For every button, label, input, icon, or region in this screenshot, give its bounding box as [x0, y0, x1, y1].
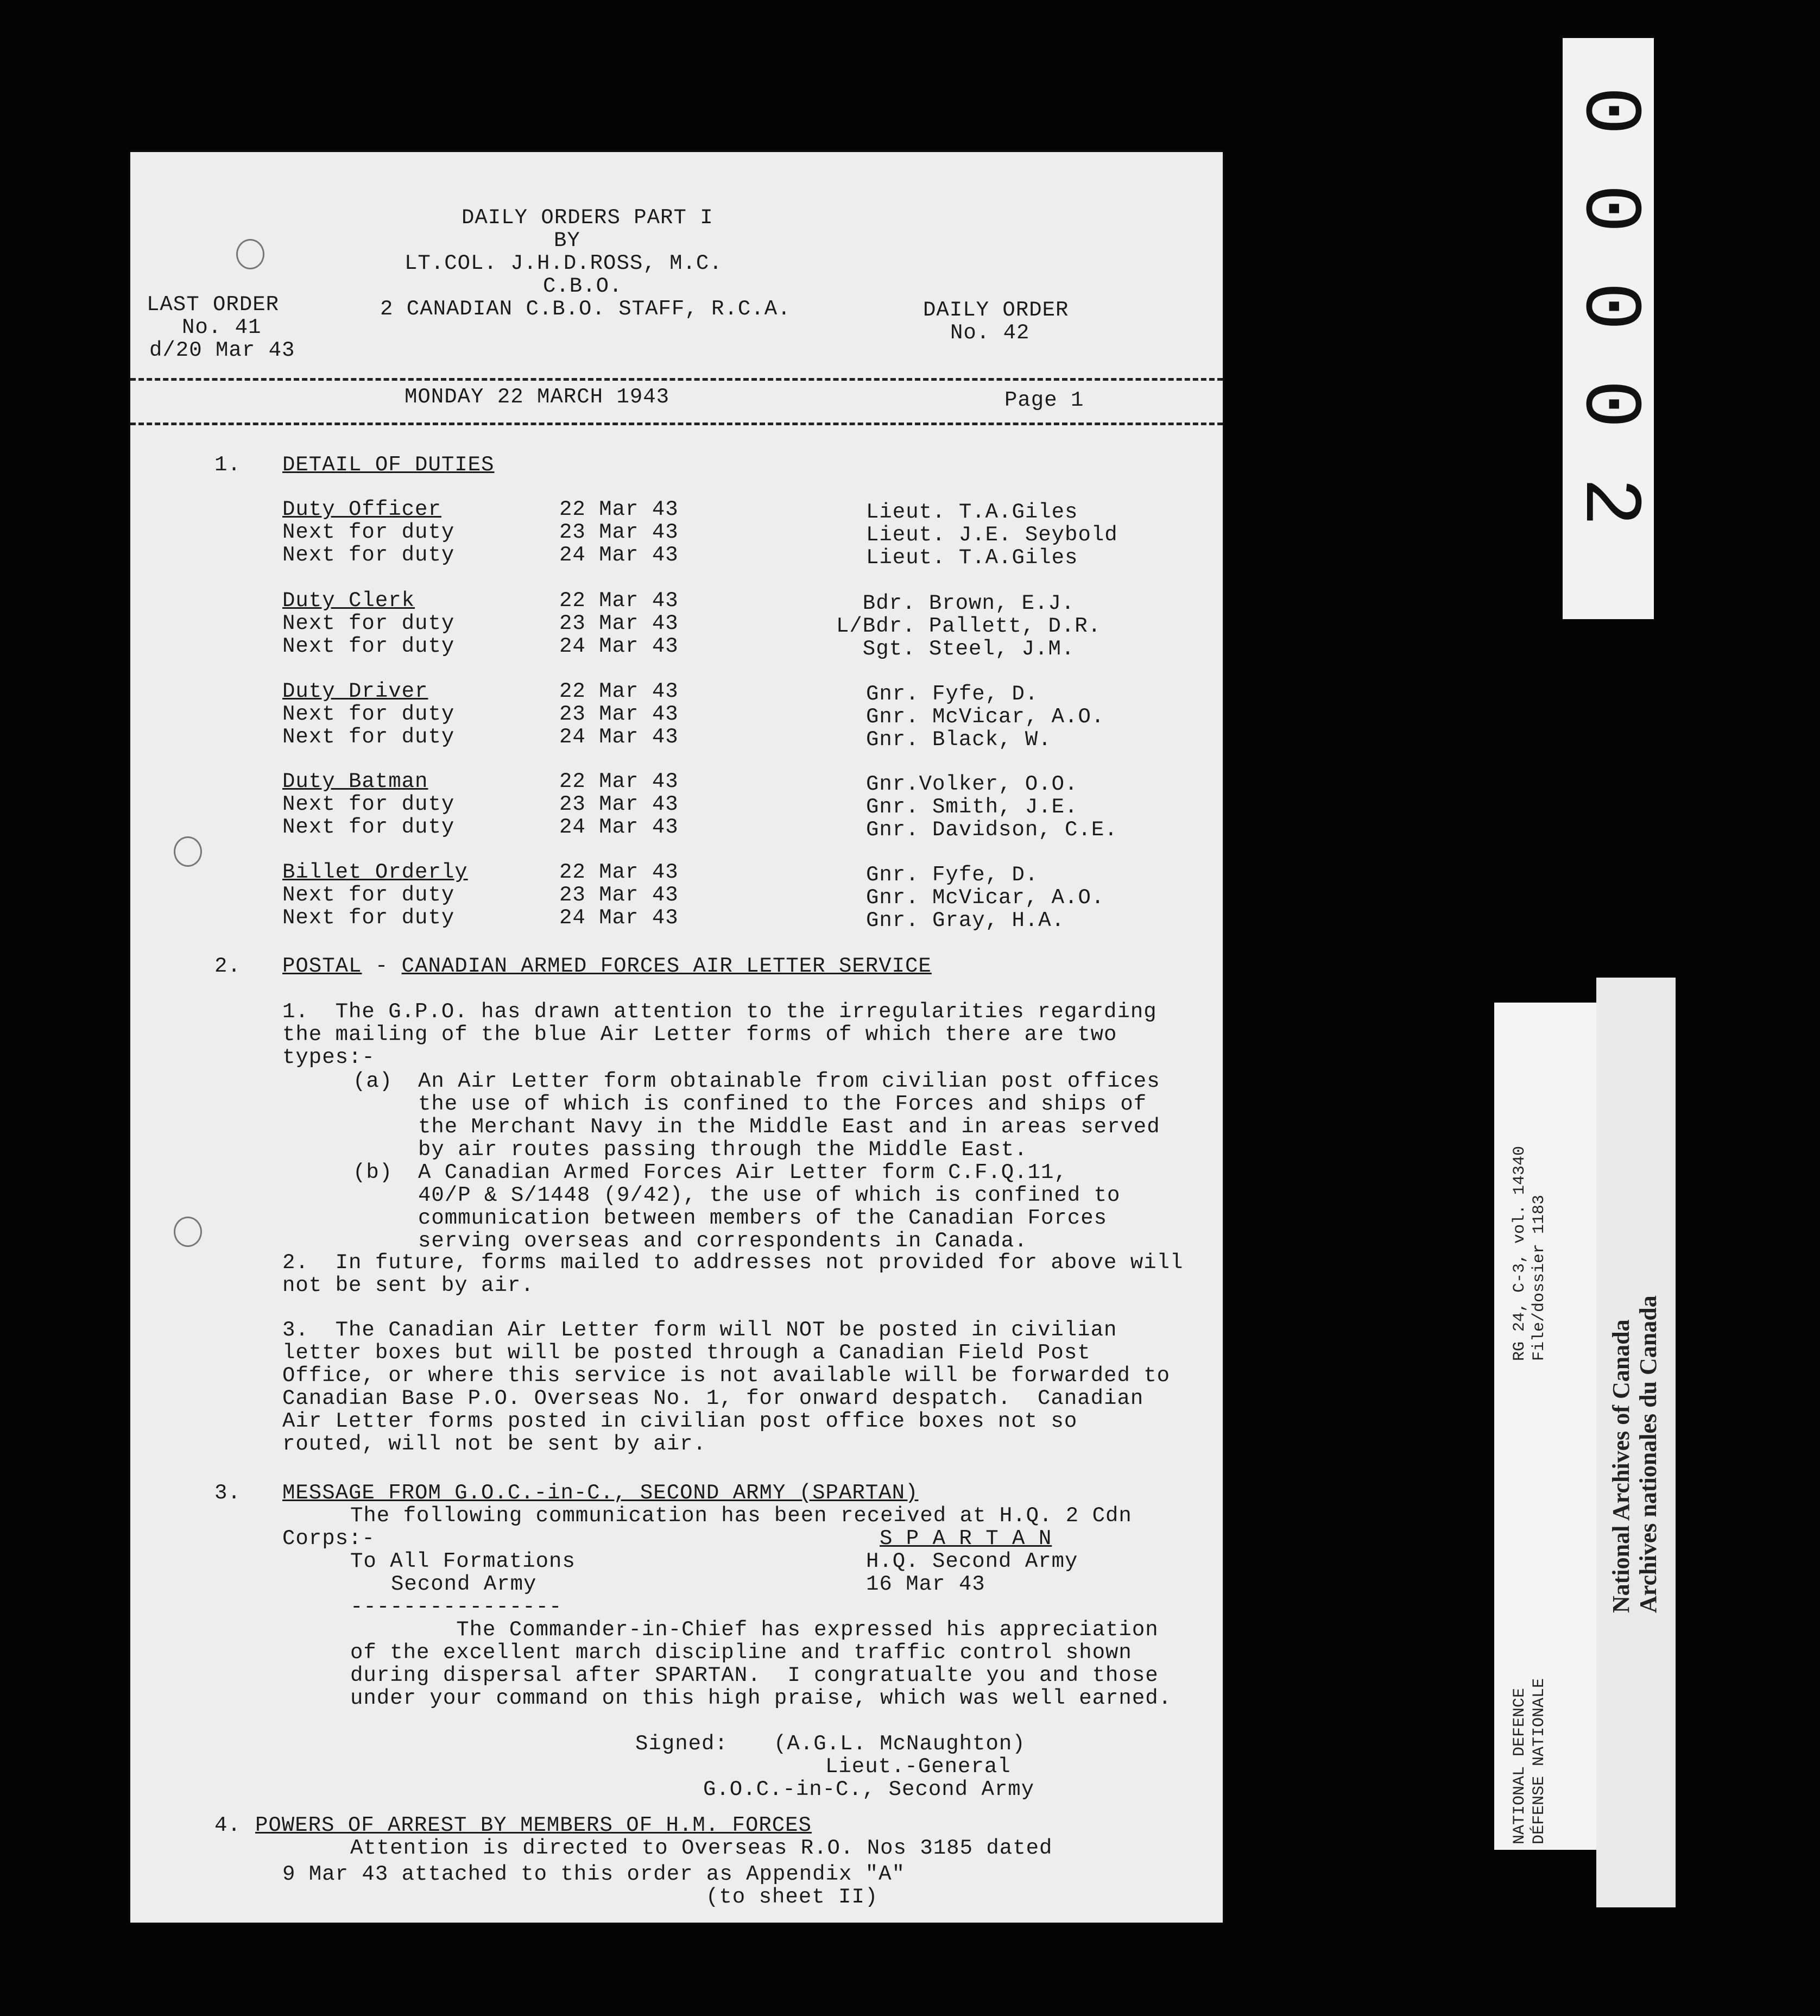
duty-date: 23 Mar 43 — [559, 883, 679, 907]
punch-hole-top — [236, 239, 264, 269]
item-a-line: the use of which is confined to the Forces and ships of — [418, 1092, 1147, 1116]
section3-intro-line2: Corps:- — [282, 1527, 375, 1551]
message-body-line: of the excellent march discipline and traffic control shown — [350, 1641, 1132, 1665]
header-title-line4: C.B.O. — [543, 274, 623, 298]
signed-title: G.O.C.-in-C., Second Army — [703, 1778, 1035, 1801]
duty-date: 22 Mar 43 — [559, 770, 679, 793]
header-rule-bottom — [130, 423, 1223, 425]
from-line1: H.Q. Second Army — [866, 1549, 1078, 1573]
section2-heading-title: CANADIAN ARMED FORCES AIR LETTER SERVICE — [401, 954, 932, 978]
message-body-line: during dispersal after SPARTAN. I congratualte you and those — [350, 1664, 1159, 1687]
duty-name: Gnr.Volker, O.O. — [866, 772, 1078, 796]
duty-label: Next for duty — [282, 543, 455, 567]
section2-para3-line: routed, will not be sent by air. — [282, 1432, 706, 1456]
punch-hole-bottom — [174, 1217, 202, 1247]
page-number: Page 1 — [1004, 388, 1084, 412]
last-order-line1: LAST ORDER — [147, 293, 280, 317]
daily-order-line1: DAILY ORDER — [923, 298, 1069, 322]
duty-label: Next for duty — [282, 725, 455, 749]
duty-name: Gnr. McVicar, A.O. — [866, 886, 1105, 910]
duty-name: Gnr. Davidson, C.E. — [866, 818, 1118, 842]
header-title-line3: LT.COL. J.H.D.ROSS, M.C. — [405, 251, 723, 275]
duty-name: Lieut. J.E. Seybold — [866, 523, 1118, 547]
duty-date: 22 Mar 43 — [559, 497, 679, 521]
duty-label: Billet Orderly — [282, 860, 468, 884]
section4-line2: 9 Mar 43 attached to this order as Appendix "A" — [282, 1862, 905, 1886]
frame-number-stamp — [1563, 38, 1654, 619]
from-line2: 16 Mar 43 — [866, 1572, 985, 1596]
section3-heading: MESSAGE FROM G.O.C.-in-C., SECOND ARMY (SPARTAN) — [282, 1481, 919, 1505]
section2-para3-line: Office, or where this service is not available will be forwarded to — [282, 1364, 1171, 1388]
duty-date: 23 Mar 43 — [559, 520, 679, 544]
section2-para3-line: Canadian Base P.O. Overseas No. 1, for onward despatch. Canadian — [282, 1387, 1144, 1410]
duty-name: Sgt. Steel, J.M. — [836, 637, 1075, 661]
item-b-line: communication between members of the Canadian Forces — [418, 1206, 1107, 1230]
signed-name: (A.G.L. McNaughton) — [774, 1732, 1026, 1756]
duty-name: Gnr. Fyfe, D. — [866, 682, 1039, 706]
duty-date: 22 Mar 43 — [559, 679, 679, 703]
section2-para1-line: 1. The G.P.O. has drawn attention to the irregularities regarding — [282, 1000, 1157, 1024]
message-body-line: The Commander-in-Chief has expressed his appreciation — [350, 1618, 1159, 1642]
duty-date: 22 Mar 43 — [559, 589, 679, 613]
duty-name: Gnr. Fyfe, D. — [866, 863, 1039, 887]
duty-name: Lieut. T.A.Giles — [866, 546, 1078, 570]
defence-line1: NATIONAL DEFENCE — [1511, 1687, 1529, 1844]
nac-line1: National Archives of Canada — [1608, 1319, 1634, 1613]
duty-label: Next for duty — [282, 702, 455, 726]
duty-name: Bdr. Brown, E.J. — [836, 591, 1075, 615]
duty-date: 24 Mar 43 — [559, 815, 679, 839]
frame-digit: 0 — [1562, 379, 1654, 429]
daily-order-line2: No. 42 — [950, 321, 1030, 345]
item-b-line: A Canadian Armed Forces Air Letter form C.F.Q.11, — [418, 1161, 1067, 1185]
duty-name: L/Bdr. Pallett, D.R. — [836, 614, 1102, 638]
header-title-line5: 2 CANADIAN C.B.O. STAFF, R.C.A. — [380, 297, 791, 321]
punch-hole-middle — [174, 836, 202, 867]
section4-heading: POWERS OF ARREST BY MEMBERS OF H.M. FORCES — [255, 1813, 812, 1837]
duty-label: Next for duty — [282, 815, 455, 839]
item-a-label: (a) — [353, 1069, 393, 1093]
duty-date: 22 Mar 43 — [559, 860, 679, 884]
duty-date: 23 Mar 43 — [559, 612, 679, 635]
section2-para1-line: types:- — [282, 1045, 375, 1069]
frame-digit: 0 — [1562, 86, 1654, 135]
duty-date: 23 Mar 43 — [559, 702, 679, 726]
section4-line1: Attention is directed to Overseas R.O. Nos 3185 dated — [350, 1836, 1053, 1860]
to-line2: Second Army — [391, 1572, 537, 1596]
section2-heading — [282, 955, 932, 978]
duty-name: Gnr. Smith, J.E. — [866, 795, 1078, 819]
signed-rank: Lieut.-General — [825, 1755, 1011, 1779]
frame-digit: 0 — [1562, 184, 1654, 233]
last-order-line2: No. 41 — [182, 316, 262, 339]
archive-reference-strip — [1494, 1003, 1597, 1850]
section4-number: 4. — [214, 1813, 241, 1837]
section2-heading-separator: - — [362, 954, 402, 978]
duty-name: Gnr. Gray, H.A. — [866, 909, 1065, 933]
duty-date: 24 Mar 43 — [559, 906, 679, 930]
duty-date: 23 Mar 43 — [559, 792, 679, 816]
date-line: MONDAY 22 MARCH 1943 — [405, 385, 670, 409]
duty-label: Next for duty — [282, 906, 455, 930]
section2-para3-line: letter boxes but will be posted through a Canadian Field Post — [282, 1341, 1091, 1365]
duty-date: 24 Mar 43 — [559, 543, 679, 567]
section1-number: 1. — [214, 453, 241, 477]
section4-line3: (to sheet II) — [706, 1885, 879, 1909]
duty-name: Lieut. T.A.Giles — [866, 500, 1078, 524]
header-title-line1: DAILY ORDERS PART I — [462, 206, 713, 230]
duty-label: Next for duty — [282, 520, 455, 544]
duty-label: Duty Driver — [282, 679, 428, 703]
section1-heading: DETAIL OF DUTIES — [282, 453, 495, 477]
defence-line2: DÉFENSE NATIONALE — [1530, 1678, 1549, 1844]
section2-para2-line: 2. In future, forms mailed to addresses not provided for above will — [282, 1251, 1184, 1275]
signed-label: Signed: — [635, 1732, 728, 1756]
section3-intro-line1: The following communication has been received at H.Q. 2 Cdn — [350, 1504, 1132, 1528]
message-rule: ---------------- — [350, 1595, 563, 1619]
item-b-label: (b) — [353, 1161, 393, 1185]
to-line1: To All Formations — [350, 1549, 576, 1573]
duty-name: Gnr. Black, W. — [866, 728, 1052, 752]
duty-label: Duty Officer — [282, 497, 441, 521]
section3-number: 3. — [214, 1481, 241, 1505]
duty-label: Next for duty — [282, 883, 455, 907]
section2-heading-postal: POSTAL — [282, 954, 362, 978]
duty-label: Next for duty — [282, 792, 455, 816]
archive-ref-line2: File/dossier 1183 — [1530, 1194, 1549, 1361]
header-title-line2: BY — [554, 229, 580, 253]
duty-label: Duty Clerk — [282, 589, 415, 613]
item-a-line: by air routes passing through the Middle East. — [418, 1138, 1028, 1162]
section2-para1-line: the mailing of the blue Air Letter forms of which there are two — [282, 1023, 1117, 1047]
duty-label: Next for duty — [282, 634, 455, 658]
item-b-line: serving overseas and correspondents in Canada. — [418, 1229, 1028, 1253]
duty-label: Next for duty — [282, 612, 455, 635]
last-order-line3: d/20 Mar 43 — [149, 338, 295, 362]
section2-number: 2. — [214, 954, 241, 978]
frame-digit: 0 — [1562, 281, 1654, 331]
duty-date: 24 Mar 43 — [559, 634, 679, 658]
message-body-line: under your command on this high praise, which was well earned. — [350, 1686, 1172, 1710]
header-rule-top — [130, 378, 1223, 381]
nac-line2: Archives nationales du Canada — [1635, 1295, 1661, 1613]
frame-digit: 2 — [1562, 477, 1654, 526]
national-archives-strip — [1596, 978, 1676, 1907]
section2-para3-line: 3. The Canadian Air Letter form will NOT be posted in civilian — [282, 1318, 1117, 1342]
duty-label: Duty Batman — [282, 770, 428, 793]
duty-date: 24 Mar 43 — [559, 725, 679, 749]
item-b-line: 40/P & S/1448 (9/42), the use of which is confined to — [418, 1183, 1121, 1207]
item-a-line: the Merchant Navy in the Middle East and in areas served — [418, 1115, 1160, 1139]
section2-para2-line: not be sent by air. — [282, 1274, 534, 1297]
duty-name: Gnr. McVicar, A.O. — [866, 705, 1105, 729]
archive-ref-line1: RG 24, C-3, vol. 14340 — [1511, 1145, 1529, 1361]
section2-para3-line: Air Letter forms posted in civilian post office boxes not so — [282, 1409, 1078, 1433]
spartan-label: S P A R T A N — [880, 1527, 1052, 1551]
document-page — [130, 152, 1223, 1923]
item-a-line: An Air Letter form obtainable from civilian post offices — [418, 1069, 1160, 1093]
